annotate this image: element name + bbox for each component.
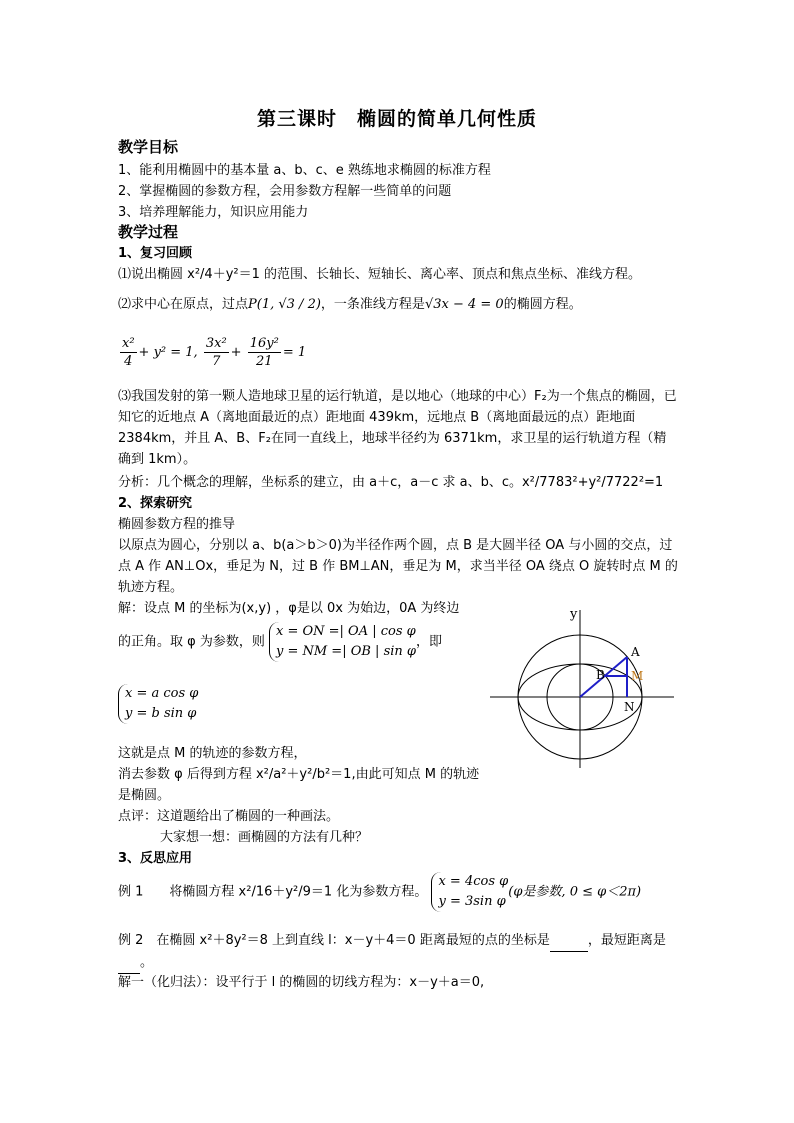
solution-text: 的正角。取 φ 为参数，则 [118,634,265,650]
parametric-derivation [269,622,416,662]
equation-line: y = b sin φ [125,706,197,721]
example-1 [118,872,698,912]
subsection-apply-title: 3、反思应用 [118,851,193,866]
example-2-text: 。 [140,955,154,970]
solution-line: 解：设点 M 的坐标为(x,y) ，φ是以 0x 为始边，0A 为终边 [118,601,460,616]
point-p: P(1, √3 / 2) [248,297,321,312]
example-1-text: 例 1 将椭圆方程 x²/16＋y²/9＝1 化为参数方程。 [118,884,428,900]
example-2-solution: 解一（化归法）：设平行于 l 的椭圆的切线方程为：x－y＋a＝0, [118,975,485,990]
directrix-equation: √3x − 4 = 0 [424,297,504,312]
question-1: ⑴说出椭圆 x²/4＋y²＝1 的范围、长轴长、短轴长、离心率、顶点和焦点坐标、准线方程。 [118,267,641,282]
comment-question: 大家想一想：画椭圆的方法有几种？ [160,830,369,845]
analysis-text: 分析：几个概念的理解，坐标系的建立，由 a＋c，a－c 求 a、b、c。x²/7783²+y²/7722²=1 [118,475,664,490]
label-b: B [596,668,605,682]
parameter-range: (φ是参数, 0 ≤ φ＜2π) [508,884,642,900]
answer-blank [118,952,140,974]
explore-problem-text: 以原点为圆心，分别以 a、b(a＞b＞0)为半径作两个圆，点 B 是大圆半径 OA 与小圆的交点，过点 A 作 AN⊥Ox，垂足为 N，过 B 作 BM⊥AN，垂足为 M，求当半径 OA 绕点 O 旋转时点 M 的轨迹方程。 [118,538,678,595]
parametric-result [118,684,318,724]
page-title: 第三课时 椭圆的简单几何性质 [256,108,537,130]
comment-text: 点评：这道题给出了椭圆的一种画法。 [118,809,340,824]
goal-item: 3、培养理解能力，知识应用能力 [118,205,309,220]
solution-line-system [118,622,498,662]
question-2-text: ⑵求中心在原点，过点 [118,297,249,312]
answer-blank [550,930,588,952]
subsection-subtitle: 椭圆参数方程的推导 [118,517,236,532]
equation-line: x = 4cos φ [438,874,509,889]
equation-part: = 1 [282,345,307,360]
goal-item: 2、掌握椭圆的参数方程，会用参数方程解一些简单的问题 [118,184,452,199]
y-axis-label: y [570,607,578,622]
subsection-explore-title: 2、探索研究 [118,496,193,511]
label-n: N [624,700,635,714]
solution-text: ，即 [416,634,443,650]
equation-system [118,684,198,724]
equation-line: x = a cos φ [125,686,199,701]
equation-line: x = ON =| OA | cos φ [275,624,416,639]
equation-part: + y² = 1, [138,345,198,360]
subsection-review-title: 1、复习回顾 [118,246,193,261]
section-goals-heading: 教学目标 [118,138,179,156]
equation-line: y = 3sin φ [438,894,506,909]
example-2-text: 例 2 在椭圆 x²＋8y²＝8 上到直线 l：x－y＋4＝0 距离最短的点的坐标是 [118,933,550,948]
question-3: ⑶我国发射的第一颗人造地球卫星的运行轨道，是以地心（地球的中心）F₂为一个焦点的椭圆，已知它的近地点 A（离地面最近的点）距地面 439km，远地点 B（离地面最远的点）距地面 2384km，并且 A、B、F₂在同一直线上，地球半径约为 6371km，求卫星的运行轨道方程（精确到 1km）。 [118,389,677,467]
question-2-text: ，一条准线方程是 [320,297,425,312]
equation-line: y = NM =| OB | sin φ [275,644,417,659]
fraction: $\frac{\text{x²}}{4}$ [122,336,135,369]
ellipse-construction-figure [488,604,674,770]
question-2-text: 的椭圆方程。 [503,297,582,312]
equation-part: + [230,345,242,360]
label-m: M [631,669,644,683]
question-2 [118,294,698,315]
example-2-text: ，最短距离是 [587,933,666,948]
label-a: A [631,645,640,659]
fraction: $\frac{\text{16y²}}{21}$ [249,336,279,369]
example-2 [118,930,683,974]
solution-line: 消去参数 φ 后得到方程 x²/a²＋y²/b²＝1,由此可知点 M 的轨迹是椭圆。 [118,767,480,803]
goal-item: 1、能利用椭圆中的基本量 a、b、c、e 熟练地求椭圆的标准方程 [118,163,491,178]
fraction: $\frac{\text{3x²}}{7}$ [205,336,227,369]
section-process-heading: 教学过程 [118,223,179,241]
solution-line: 这就是点 M 的轨迹的参数方程， [118,746,307,761]
answer-2-equations [118,335,678,370]
equation-system [431,872,508,912]
